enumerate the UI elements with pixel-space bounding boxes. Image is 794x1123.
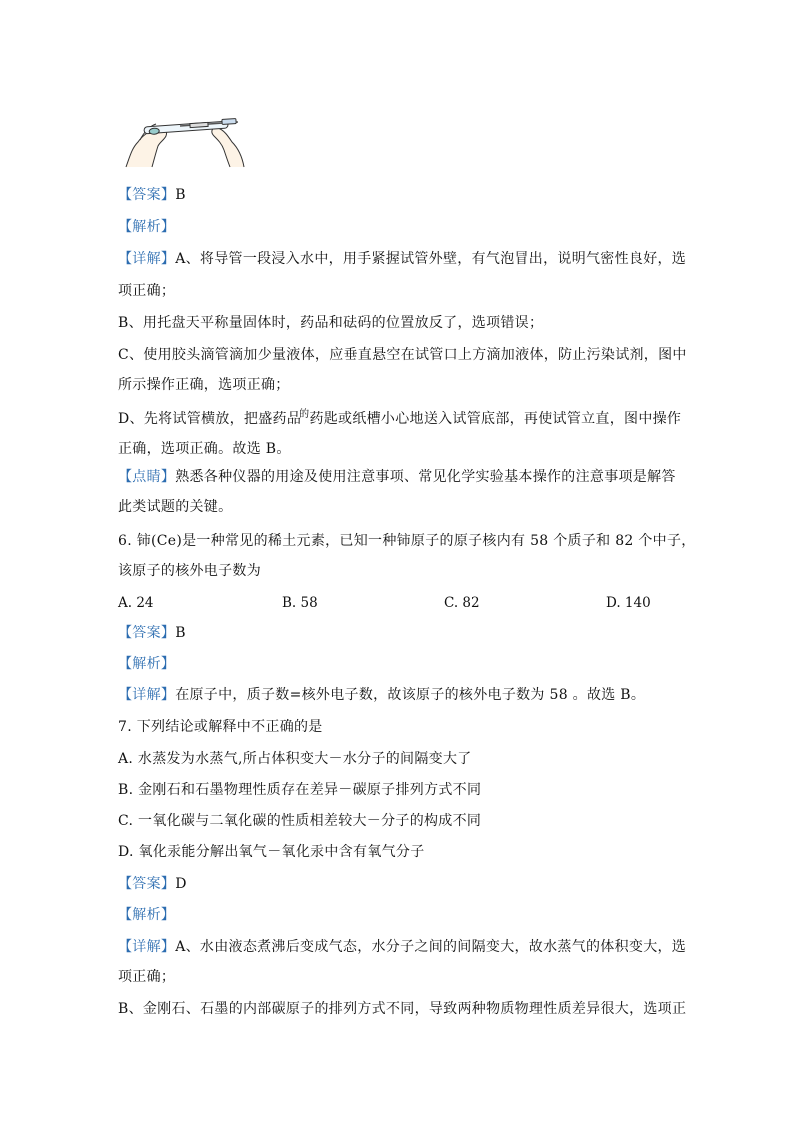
line-text: 该原子的核外电子数为 [118, 563, 261, 579]
line-text: 正确，选项正确。故选 B。 [118, 441, 291, 457]
option-b: B. 58 [282, 595, 318, 611]
line-text: 项正确； [118, 283, 176, 299]
answer-line-q6 [118, 624, 678, 642]
tag: 【点睛】 [118, 469, 176, 485]
text-line [118, 346, 687, 364]
tag: 【解析】 [118, 219, 176, 235]
detail-line [118, 250, 687, 268]
line-text: C. 一氧化碳与二氧化碳的性质相差较大－分子的构成不同 [118, 813, 482, 829]
line-text: A. 水蒸发为水蒸气,所占体积变大－水分子的间隔变大了 [118, 751, 472, 767]
tag: 【详解】 [118, 251, 176, 267]
line-text: 项正确； [118, 969, 176, 985]
text-line [118, 376, 678, 394]
option-c: C. 82 [444, 595, 480, 611]
question-7-stem [118, 718, 678, 736]
answer-line-q7 [118, 875, 678, 893]
line-text: B、用托盘天平称量固体时，药品和砝码的位置放反了，选项错误； [118, 315, 544, 331]
line-text: C、使用胶头滴管滴加少量液体，应垂直悬空在试管口上方滴加液体，防止污染试剂，图中 [118, 347, 687, 363]
line-text: D、先将试管横放，把盛药品 [118, 411, 302, 427]
line-text: B、金刚石、石墨的内部碳原子的排列方式不同，导致两种物质物理性质差异很大，选项正 [118, 1001, 687, 1017]
option-a: A. 24 [118, 595, 154, 611]
line-text: 此类试题的关键。 [118, 499, 233, 515]
line-text: D [175, 876, 187, 892]
line-text: 6. 铈(Ce)是一种常见的稀土元素，已知一种铈原子的原子核内有 58 个质子和 82 个中子， [118, 533, 696, 549]
tag: 【答案】 [118, 876, 176, 892]
analysis-label-q7 [118, 906, 678, 924]
option-b [118, 781, 678, 799]
option-c [118, 812, 678, 830]
line-text: 熟悉各种仪器的用途及使用注意事项、常见化学实验基本操作的注意事项是解答 [175, 469, 676, 485]
answer-line-q5 [118, 186, 678, 204]
tag: 【解析】 [118, 656, 176, 672]
detail-line [118, 686, 678, 704]
detail-line [118, 938, 687, 956]
text-line [118, 1000, 687, 1018]
line-text: A、水由液态煮沸后变成气态，水分子之间的间隔变大，故水蒸气的体积变大，选 [175, 939, 687, 955]
text-line [118, 440, 678, 458]
line-text: B [175, 187, 186, 203]
line-text: 7. 下列结论或解释中不正确的是 [118, 719, 323, 735]
text-line [118, 282, 678, 300]
text-line [118, 314, 678, 332]
text-line [118, 409, 682, 430]
line-text: B. 金刚石和石墨物理性质存在差异－碳原子排列方式不同 [118, 782, 482, 798]
line-text: A、将导管一段浸入水中，用手紧握试管外壁，有气泡冒出，说明气密性良好，选 [175, 251, 687, 267]
analysis-label-q5 [118, 218, 678, 236]
line-text: 所示操作正确，选项正确； [118, 377, 290, 393]
note-line [118, 468, 678, 486]
tag: 【详解】 [118, 687, 176, 703]
tag: 【答案】 [118, 625, 176, 641]
question-6-stem [118, 562, 678, 580]
tag: 【答案】 [118, 187, 176, 203]
analysis-label-q6 [118, 655, 678, 673]
text-line [118, 968, 678, 986]
line-text: 在原子中，质子数=核外电子数，故该原子的核外电子数为 58 。故选 B。 [175, 687, 646, 703]
question-6-stem [118, 532, 696, 550]
line-text: B [175, 625, 186, 641]
option-d: D. 140 [606, 595, 651, 611]
tag: 【解析】 [118, 907, 176, 923]
tag: 【详解】 [118, 939, 176, 955]
superscript-char: 的 [299, 409, 310, 420]
test-tube-hands-illustration [120, 112, 250, 168]
line-text: D. 氧化汞能分解出氧气－氧化汞中含有氧气分子 [118, 844, 425, 860]
option-a [118, 750, 678, 768]
text-line [118, 498, 678, 516]
line-text-rest: 药匙或纸槽小心地送入试管底部，再使试管立直，图中操作 [309, 411, 682, 427]
option-d [118, 843, 678, 861]
